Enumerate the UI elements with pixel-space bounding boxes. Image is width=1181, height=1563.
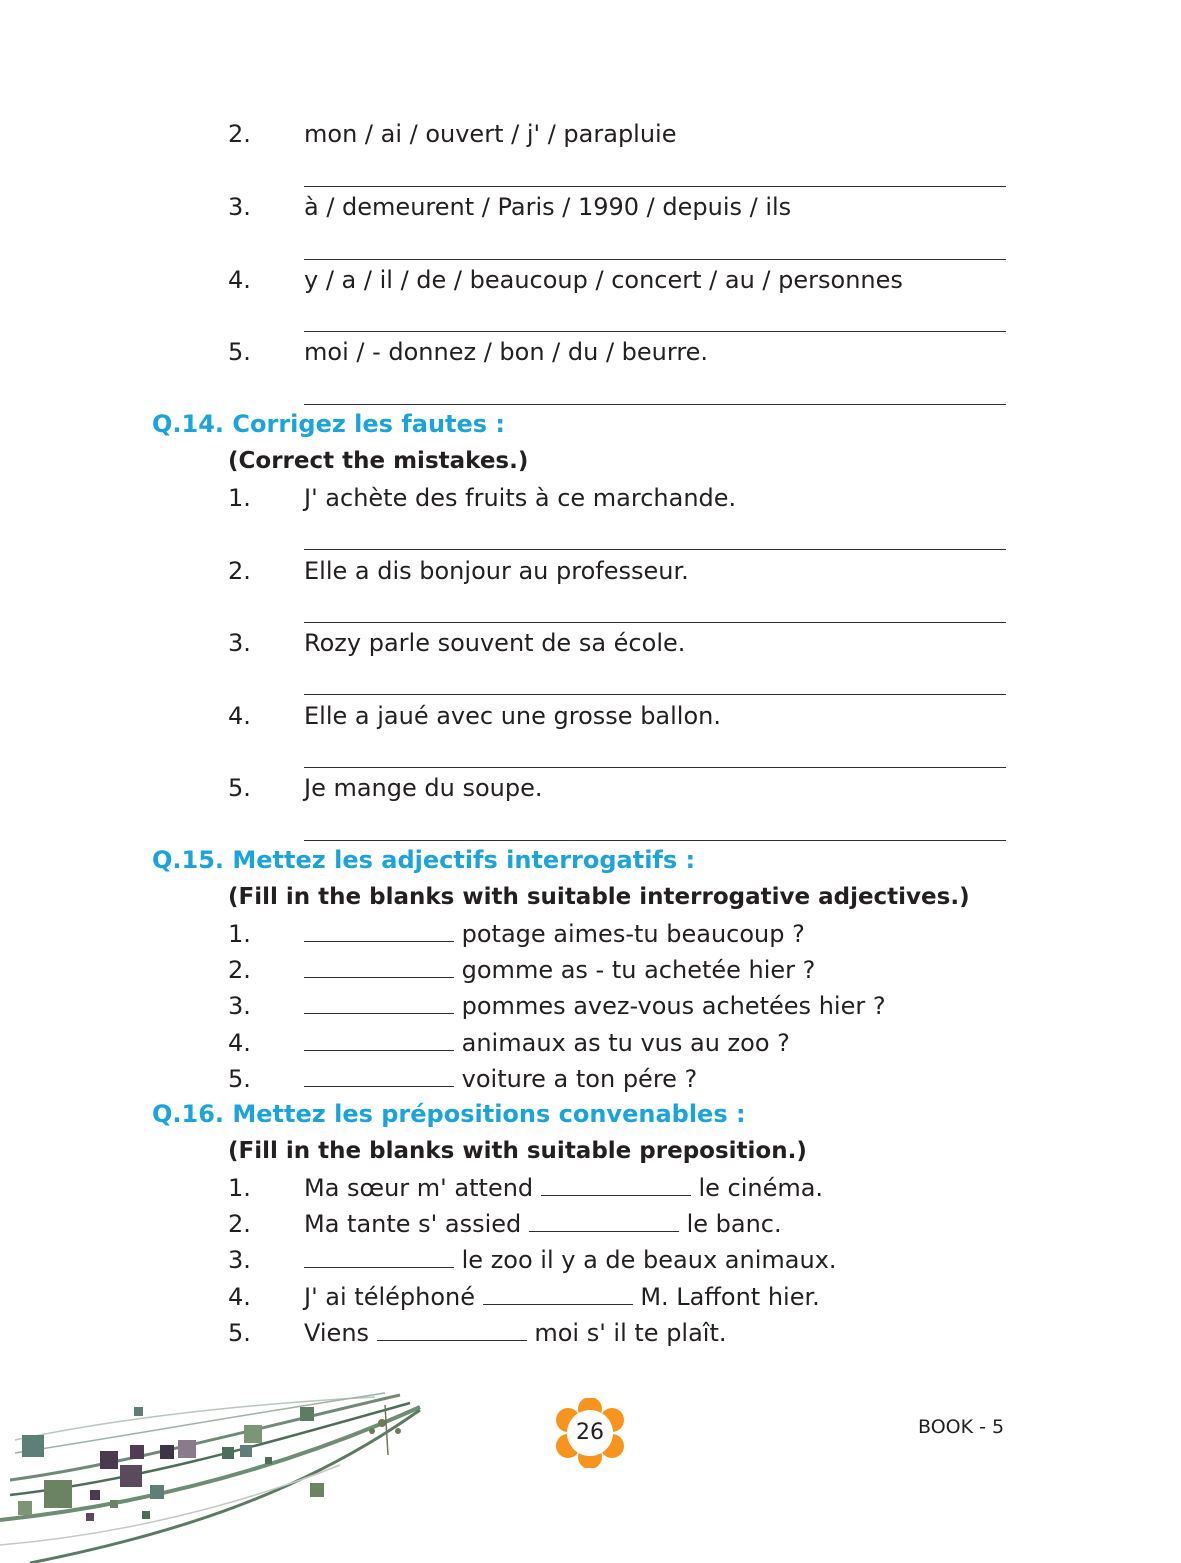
answer-line[interactable] xyxy=(304,767,1006,768)
blank-field[interactable] xyxy=(483,1304,633,1305)
blank-field[interactable] xyxy=(304,1086,454,1087)
list-number: 5. xyxy=(228,1065,251,1093)
list-number: 2. xyxy=(228,956,251,984)
list-item-text: Elle a jaué avec une grosse ballon. xyxy=(304,702,721,730)
list-number: 5. xyxy=(228,1319,251,1347)
list-item-text: le cinéma. xyxy=(698,1174,824,1202)
answer-line[interactable] xyxy=(304,404,1006,405)
fill-row xyxy=(304,920,805,948)
answer-line[interactable] xyxy=(304,186,1006,187)
list-item-text: à / demeurent / Paris / 1990 / depuis / ils xyxy=(304,193,792,221)
blank-field[interactable] xyxy=(541,1195,691,1196)
list-number: 2. xyxy=(228,1210,251,1238)
list-item-text: mon / ai / ouvert / j' / parapluie xyxy=(304,120,677,148)
list-number: 5. xyxy=(228,338,251,366)
list-item-text: J' ai téléphoné xyxy=(304,1283,476,1311)
page-number: 26 xyxy=(576,1420,604,1445)
list-item-text: gomme as - tu achetée hier ? xyxy=(461,956,816,984)
list-number: 2. xyxy=(228,557,251,585)
list-item-text: moi / - donnez / bon / du / beurre. xyxy=(304,338,709,366)
list-number: 3. xyxy=(228,629,251,657)
list-item-text: Ma tante s' assied xyxy=(304,1210,522,1238)
q16-subtitle: (Fill in the blanks with suitable preposition.) xyxy=(228,1138,807,1164)
list-number: 4. xyxy=(228,702,251,730)
q15-title: Q.15. Mettez les adjectifs interrogatifs : xyxy=(152,846,696,874)
list-item-text: Je mange du soupe. xyxy=(304,774,543,802)
decorative-swirl-ornament xyxy=(0,1385,430,1563)
list-number: 4. xyxy=(228,266,251,294)
list-number: 5. xyxy=(228,774,251,802)
page-number-badge xyxy=(553,1398,627,1468)
list-number: 2. xyxy=(228,120,251,148)
list-number: 3. xyxy=(228,992,251,1020)
q14-subtitle: (Correct the mistakes.) xyxy=(228,448,529,474)
list-number: 4. xyxy=(228,1283,251,1311)
list-item-text: M. Laffont hier. xyxy=(640,1283,820,1311)
fill-row xyxy=(304,1210,782,1238)
list-item-text: Rozy parle souvent de sa école. xyxy=(304,629,686,657)
blank-field[interactable] xyxy=(304,1013,454,1014)
list-item-text: J' achète des fruits à ce marchande. xyxy=(304,484,737,512)
list-item-text: Ma sœur m' attend xyxy=(304,1174,534,1202)
blank-field[interactable] xyxy=(304,1050,454,1051)
fill-row xyxy=(304,1029,790,1057)
fill-row xyxy=(304,1283,820,1311)
blank-field[interactable] xyxy=(529,1231,679,1232)
blank-field[interactable] xyxy=(304,977,454,978)
list-number: 3. xyxy=(228,193,251,221)
answer-line[interactable] xyxy=(304,694,1006,695)
blank-field[interactable] xyxy=(304,1267,454,1268)
answer-line[interactable] xyxy=(304,840,1006,841)
book-label: BOOK - 5 xyxy=(918,1416,1005,1438)
list-item-text: Viens xyxy=(304,1319,370,1347)
q14-title: Q.14. Corrigez les fautes : xyxy=(152,410,506,438)
list-item-text: voiture a ton pére ? xyxy=(461,1065,698,1093)
list-number: 3. xyxy=(228,1246,251,1274)
blank-field[interactable] xyxy=(304,941,454,942)
answer-line[interactable] xyxy=(304,622,1006,623)
list-item-text: moi s' il te plaît. xyxy=(534,1319,727,1347)
list-number: 4. xyxy=(228,1029,251,1057)
fill-row xyxy=(304,1319,727,1347)
fill-row xyxy=(304,1246,837,1274)
list-item-text: le banc. xyxy=(686,1210,782,1238)
list-item-text: Elle a dis bonjour au professeur. xyxy=(304,557,689,585)
blank-field[interactable] xyxy=(377,1340,527,1341)
answer-line[interactable] xyxy=(304,259,1006,260)
answer-line[interactable] xyxy=(304,331,1006,332)
list-number: 1. xyxy=(228,1174,251,1202)
list-number: 1. xyxy=(228,920,251,948)
list-number: 1. xyxy=(228,484,251,512)
q15-subtitle: (Fill in the blanks with suitable interrogative adjectives.) xyxy=(228,884,970,910)
fill-row xyxy=(304,992,886,1020)
list-item-text: animaux as tu vus au zoo ? xyxy=(461,1029,790,1057)
q16-title: Q.16. Mettez les prépositions convenables : xyxy=(152,1100,746,1128)
answer-line[interactable] xyxy=(304,549,1006,550)
list-item-text: pommes avez-vous achetées hier ? xyxy=(461,992,886,1020)
list-item-text: potage aimes-tu beaucoup ? xyxy=(461,920,805,948)
fill-row xyxy=(304,1065,697,1093)
fill-row xyxy=(304,1174,823,1202)
list-item-text: le zoo il y a de beaux animaux. xyxy=(461,1246,837,1274)
fill-row xyxy=(304,956,815,984)
list-item-text: y / a / il / de / beaucoup / concert / au / personnes xyxy=(304,266,903,294)
